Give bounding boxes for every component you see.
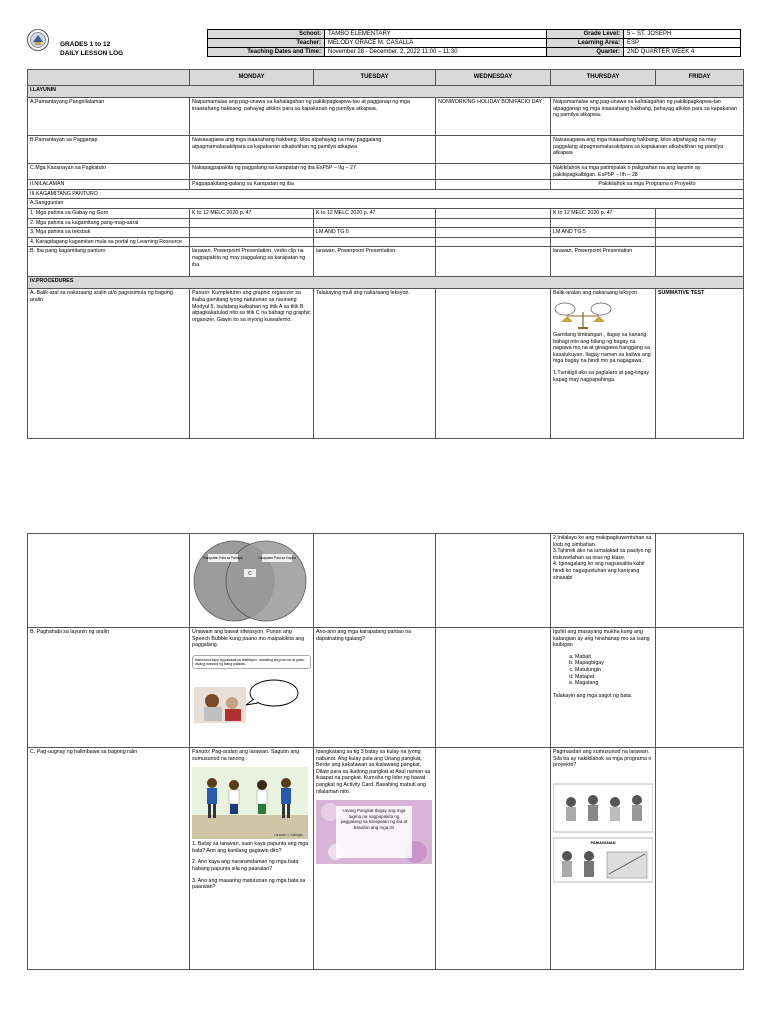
table-row <box>28 180 744 190</box>
grade-level-value: 5 – ST. JOSEPH <box>624 30 741 39</box>
row-label: B. Paghahabi sa layunin ng aralin <box>28 628 190 748</box>
table-row <box>28 289 744 439</box>
cell-thursday <box>551 748 656 970</box>
table-row <box>28 228 744 238</box>
quarter-label: Quarter: <box>547 48 624 57</box>
text-paragraph: Ipangkatang sa tig 3 batay sa kulay na iyong nabunot. Ang kulay pula ang Unang pangkat, Berde ang kakatawan sa ikalawang pangkat, Dilaw para sa ikatlong pangkat at Asul naman sa ikaapat na pangkat. Kumuha ng lider ng bawat pangkat ng Activity Card. Basahing mabuti ang nilalaman nito. <box>316 749 431 795</box>
row-label: A.Pamantayang Pangnilalaman <box>28 98 190 136</box>
school-label: School: <box>208 30 325 39</box>
text-paragraph: Unawain ang bawat sitwasyon. Punan ang Speech Bubble kung paano mo maipakikita ang paggalang. <box>192 629 305 649</box>
list-item: a. Mabait <box>575 654 653 661</box>
table-row <box>28 199 744 209</box>
document-header <box>27 29 743 61</box>
day-friday: FRIDAY <box>656 70 744 86</box>
table-row <box>28 98 744 136</box>
row-label: 2. Mga pahina sa kagamitang pang-mag-aaral <box>28 218 190 228</box>
cell-monday <box>190 534 314 628</box>
text-paragraph: 1. Batay sa larawan, saan kaya papunta ang mga bata? Ano ang kanilang gagawin dito? <box>192 841 309 854</box>
cell-thursday: larawan, Powerpoint Presentation <box>551 247 656 277</box>
situation-box: Nanonood kayo ng palabas sa telebisyon, dumating ang lola mo at gusto niyang manood ng ibang palabas. <box>192 655 311 669</box>
venn-diagram <box>192 537 308 623</box>
section-sanggunian: A.Sanggunian <box>28 199 744 209</box>
cell-tuesday: K to 12 MELC 2020 p. 47 <box>314 208 436 218</box>
header-title <box>60 40 123 58</box>
table-row <box>28 136 744 164</box>
teacher-value: MELODY GRACE M. CASALLA <box>325 39 547 48</box>
text-paragraph: Balik-aralan ang nakaraang leksyon. <box>553 290 639 297</box>
text-paragraph: Panuto: Pag-aralan ang larawan. Sagutin ang sumusunod na tanong . <box>192 749 300 762</box>
grades-title: GRADES 1 to 12 <box>60 41 111 48</box>
cell-monday: K to 12 MELC 2020 p. 47 <box>190 208 314 218</box>
cell-mon-tue: Naipamamalas ang pag-unawa sa kahalagahan ng pakikipagkapwa-tao at pagganap ng mga inaasahang hakbang, pahayag atkilos para sa kapakanan ng pamilya atkapwa. <box>190 98 436 136</box>
day-wednesday: WEDNESDAY <box>436 70 551 86</box>
cell-thursday: LM AND TG 5 <box>551 228 656 238</box>
row-label: C. Pag-uugnay ng halimbawa sa bagong ralin <box>28 748 190 970</box>
cell-thu-fri: Nakikilahok sa mga patimpalak o paligsahan na ang layunin ay pakikipagkaibigan. EsP5P – IIh – 28 <box>551 164 744 180</box>
row-label: 4. Karagdagang kagamitan mula sa portal ng Learning Resource <box>28 237 190 247</box>
traits-list <box>553 654 653 687</box>
row-label: B. Iba pang kagamitang panturo <box>28 247 190 277</box>
teaching-dates-value: November 28 - December. 2, 2022 11:00 – 11:30 <box>325 48 547 57</box>
learning-area-label: Learning Area: <box>547 39 624 48</box>
row-label: A. Balik-aral sa nakaraang aralin at/o pagsisimula ng bagong aralin <box>28 289 190 439</box>
school-value: TAMBO ELEMENTARY <box>325 30 547 39</box>
cell-friday: SUMMATIVE TEST <box>656 289 744 439</box>
daily-lesson-log-title: DAILY LESSON LOG <box>60 50 124 57</box>
cell-thu-fri: Pakikilahok sa mga Programa o Proyekto <box>551 180 744 190</box>
cell-mon-tue: Pagpapakitang-galang sa Karapatan ng iba <box>190 180 436 190</box>
cell-tuesday: larawan, Powerpoint Presentation <box>314 247 436 277</box>
list-item: e. Magalang <box>575 680 653 687</box>
community-participation-illustration <box>553 774 653 884</box>
deped-seal-logo <box>27 29 49 51</box>
cell-tuesday: Ano-ano ang mga karapatang pantao na dapatnating igalang? <box>314 628 436 748</box>
row-label: C.Mga Kasanayan sa Pagkatuto <box>28 164 190 180</box>
day-tuesday: TUESDAY <box>314 70 436 86</box>
row-label: II.NILALAMAN <box>28 180 190 190</box>
cell-thursday <box>551 289 656 439</box>
balance-scale-illustration <box>553 302 613 330</box>
cell-tuesday <box>314 748 436 970</box>
venn-label-b: Karapatan Para sa Kapwa <box>258 556 296 560</box>
list-item: c. Matulungin <box>575 667 653 674</box>
table-row <box>28 164 744 180</box>
table-row <box>28 748 744 970</box>
day-thursday: THURSDAY <box>551 70 656 86</box>
section-procedures: IV.PROCEDURES <box>28 277 744 289</box>
table-row <box>28 534 744 628</box>
row-label: B.Pamantayan sa Pagganap <box>28 136 190 164</box>
table-row <box>28 218 744 228</box>
cell-monday: Panuto: Kumpletuhin ang graphic organizer sa ibaba gamitang iyong natutunan sa naunang Modyul 5. Isulatang kaibahan ng titik A sa titik B atpagkakatulad nito sa titik C na bahagi ng graphic organizer. Gawin ito sa inyong kuwaderno. <box>190 289 314 439</box>
lesson-log-table-part2 <box>27 533 744 970</box>
cell-tuesday: LM AND TG 5 <box>314 228 436 238</box>
illustration-caption: PAMAYANAN <box>590 839 616 845</box>
activity-card-text: Unang Pangkat Ibigay ang mga tugma na nagpapakita ng paggalang sa karapatan ng iba at basahin ang mga ito <box>340 808 408 830</box>
section-layunin: I.LAYUNIN <box>28 86 744 98</box>
day-monday: MONDAY <box>190 70 314 86</box>
table-row <box>28 189 744 199</box>
grade-level-label: Grade Level: <box>547 30 624 39</box>
activity-card-illustration <box>316 800 432 864</box>
cell-monday: larawan, Powerpoint Presentation, vedio clip na nagpapakita ng may paggalang sa karapatan ng iba. <box>190 247 314 277</box>
text-paragraph: Pagmasdan ang sumusunod na larawan. Sila ba ay nakikilahok sa mga programa o proyekto? <box>553 749 652 769</box>
cell-thursday: K to 12 MELC 2020 p. 47 <box>551 208 656 218</box>
text-paragraph: Gamitang timbangan , ilagay sa kanang bahagi nito ang bilang ng bagay na nagawa mo na at ginagawa hanggang sa kasalukuyan. Ilagay naman sa kaliwa ang mga bagay na hindi mo pa nagagawa. <box>553 331 651 365</box>
row-label: 3. Mga pahina sa teksbuk <box>28 228 190 238</box>
table-row <box>28 208 744 218</box>
teacher-label: Teacher: <box>208 39 325 48</box>
cell-mon-tue: Naisasagawa ang mga inaasahang hakbang, kilos atpahayag na may paggalang atpagmamalasakitpara sa kapakanan atkabutihan ng pamilya atkapwa <box>190 136 436 164</box>
cell-thursday: 2.Inilalayo ko ang makipagkuwentuhan sa loob ng simbahan. 3.Tahimik ako na lumalakad sa pasilyo ng eskuwelahan sa oras ng klase. 4. Iginagalang ko ang nagsasalita kahit hindi ko nagugustuhan ang kaniyang sinasabi <box>551 534 656 628</box>
cell-mon-tue: Nakapagpapakita ng paggalang sa karapatan ng iba EsP5P – IIg – 27 <box>190 164 436 180</box>
venn-label-c: C <box>248 571 252 577</box>
list-item: d. Matapat <box>575 674 653 681</box>
children-walking-illustration <box>192 767 308 839</box>
table-row <box>28 628 744 748</box>
cell-monday <box>190 628 314 748</box>
quarter-value: 2ND QUARTER WEEK 4 <box>624 48 741 57</box>
table-row <box>28 247 744 277</box>
cell-tuesday: Talakaying muli ang nakaraang leksyon. <box>314 289 436 439</box>
venn-label-a: Karapatan Para sa Pamilya <box>203 556 243 560</box>
speech-bubble-illustration <box>192 677 302 725</box>
text-paragraph: 1.Tumitigil ako sa paglalaro at pag-iingay kapag may nagpapahinga. <box>553 369 650 383</box>
text-paragraph: Iguhit ang masayang mukha kung ang katangian ay ang hinahanap mo sa isang kaibigan <box>553 629 650 649</box>
cell-wednesday: NONWORKING HOLIDAY BONIFACIO DAY <box>436 98 551 136</box>
teaching-dates-label: Teaching Dates and Time: <box>208 48 325 57</box>
cell-thu-fri: Naisasagawa ang mga inaasahang hakbang, kilos atpahayag na may paggalang atpagmamalasakitpara sa kapakanan atkabutihan ng pamilya atkapwa <box>551 136 744 164</box>
photo-caption: Larawan 1. Kaibigan <box>274 833 304 838</box>
cell-monday <box>190 748 314 970</box>
cell-thursday <box>551 628 656 748</box>
section-kagamitan: III.KAGAMITANG PANTURO <box>28 189 744 199</box>
text-paragraph: Talakayin ang mga sagot ng bata. <box>553 692 633 699</box>
text-paragraph: 3. Ano ang maaaring matutunan ng mga bata sa paaralan? <box>192 877 306 891</box>
list-item: b. Mapagbigay <box>575 660 653 667</box>
table-row <box>28 237 744 247</box>
text-paragraph: 2. Ano kaya ang nararamdaman ng mga bata habang papunta sila ng paaralan? <box>192 859 299 872</box>
cell-thu-fri: Naipamamalas ang pag-unawa sa kahalagahan ng pakikipagkapwa-tao atpagganap ng mga inaasahang hakbang, pahayag atkilos para sa kapakanan ng pamilya atkapwa. <box>551 98 744 136</box>
day-header-row <box>28 70 744 86</box>
learning-area-value: ESP <box>624 39 741 48</box>
header-info-table <box>207 29 741 57</box>
row-label: 1. Mga pahina sa Gabay ng Guro <box>28 208 190 218</box>
lesson-log-table-part1 <box>27 69 744 439</box>
